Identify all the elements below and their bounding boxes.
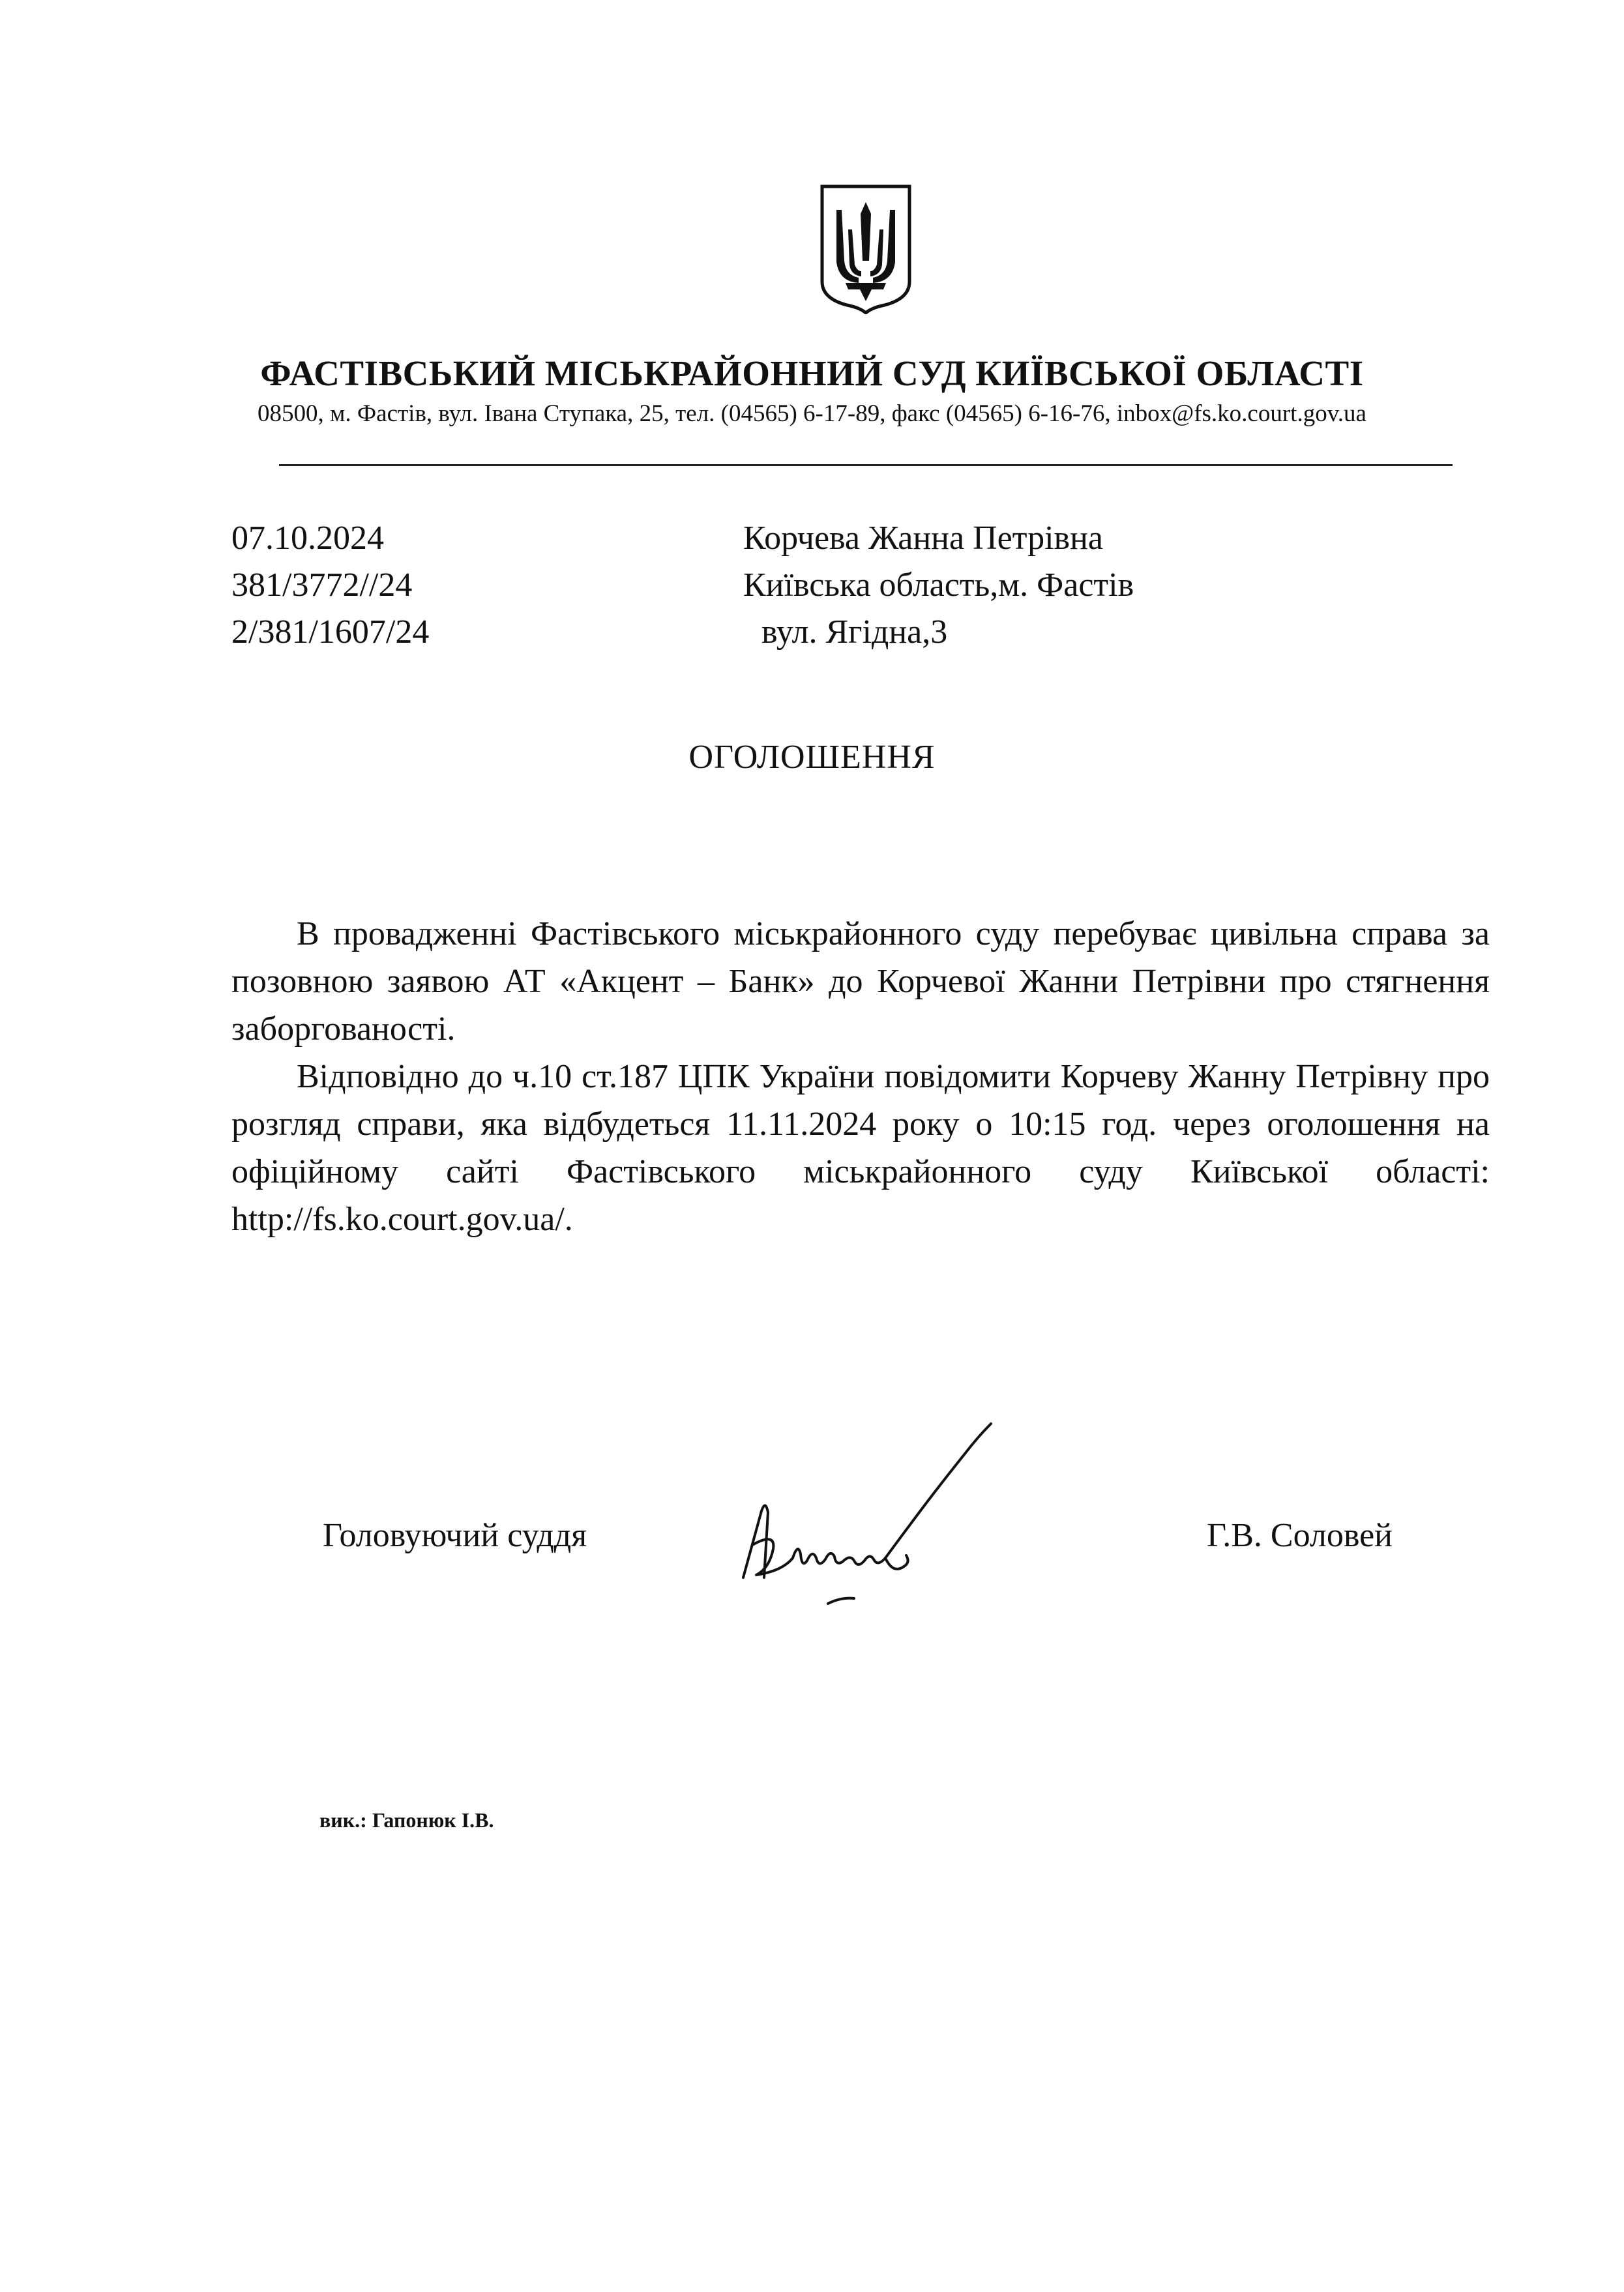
recipient-region: Київська область,м. Фастів xyxy=(743,566,1134,604)
document-date: 07.10.2024 xyxy=(231,520,384,557)
document-title: ОГОЛОШЕННЯ xyxy=(688,739,936,776)
handwritten-signature xyxy=(730,1415,1056,1623)
document-body xyxy=(231,910,1490,1243)
executor-note: вик.: Гапонюк І.В. xyxy=(319,1808,494,1832)
reference-number: 381/3772//24 xyxy=(231,566,413,604)
signatory-name: Г.В. Соловей xyxy=(1207,1517,1393,1554)
recipient-street: вул. Ягідна,3 xyxy=(761,613,948,651)
body-paragraph: В провадженні Фастівського міськрайонного суду перебуває цивільна справа за позовною заявою АТ «Акцент – Банк» до Корчевої Жанни Петрівни про стягнення заборгованості. xyxy=(231,915,1490,1048)
body-paragraph: Відповідно до ч.10 ст.187 ЦПК України повідомити Корчеву Жанну Петрівну про розгляд справи, яка відбудеться 11.11.2024 року о 10:15 год. через оголошення на офіційному сайті Фастівського міськрайонного суду Київської області: http://fs.ko.court.gov.ua/. xyxy=(231,1058,1490,1238)
document-references xyxy=(231,515,429,656)
signatory-role: Головуючий суддя xyxy=(323,1517,587,1554)
case-number: 2/381/1607/24 xyxy=(231,613,430,651)
court-address: 08500, м. Фастів, вул. Івана Ступака, 25, тел. (04565) 6-17-89, факс (04565) 6-16-76, inbox@fs.ko.court.gov.ua xyxy=(258,400,1366,427)
recipient-name: Корчева Жанна Петрівна xyxy=(743,520,1103,557)
header-divider xyxy=(279,464,1453,466)
court-name: ФАСТІВСЬКИЙ МІСЬКРАЙОННИЙ СУД КИЇВСЬКОЇ ОБЛАСТІ xyxy=(260,353,1364,393)
trident-icon xyxy=(819,184,912,314)
recipient-block xyxy=(743,515,1134,656)
